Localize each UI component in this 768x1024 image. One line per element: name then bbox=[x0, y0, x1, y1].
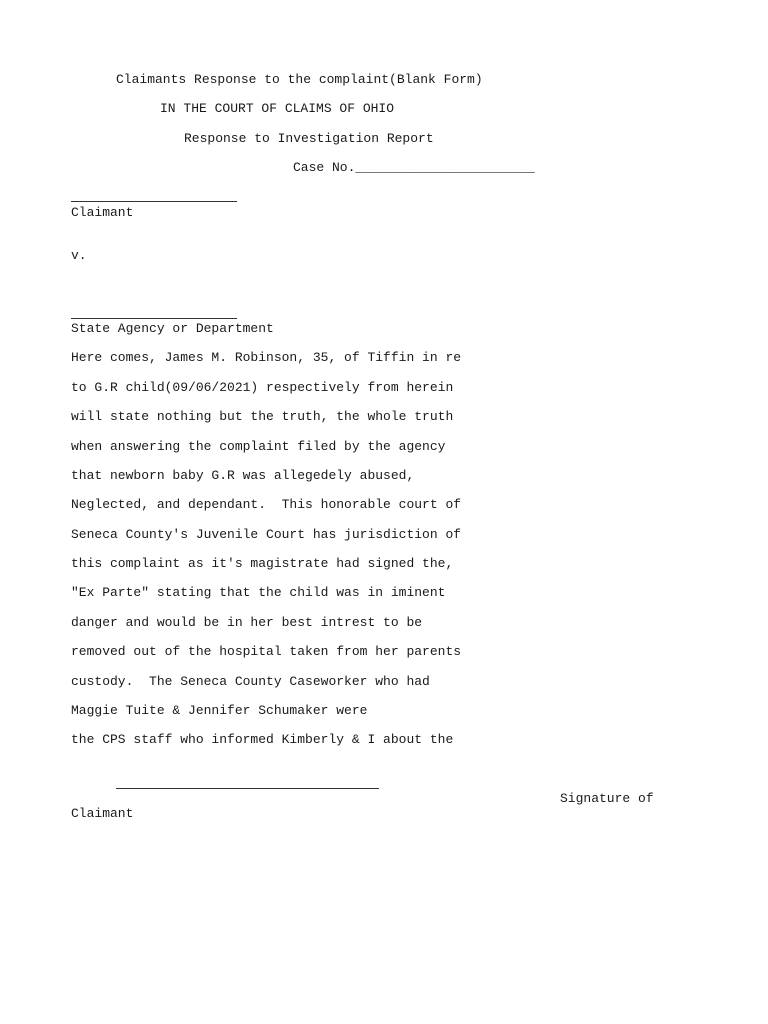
claimant-label: Claimant bbox=[71, 205, 134, 220]
signature-label-continued: Claimant bbox=[71, 806, 134, 821]
body-line: custody. The Seneca County Caseworker who had bbox=[71, 674, 430, 689]
body-line: to G.R child(09/06/2021) respectively from herein bbox=[71, 380, 454, 395]
body-line: will state nothing but the truth, the whole truth bbox=[71, 409, 454, 424]
body-line: removed out of the hospital taken from her parents bbox=[71, 644, 462, 659]
body-line: when answering the complaint filed by the agency bbox=[71, 439, 446, 454]
body-line: Maggie Tuite & Jennifer Schumaker were bbox=[71, 703, 368, 718]
form-title: Claimants Response to the complaint(Blank Form) bbox=[116, 72, 483, 87]
case-number-blank: _______________________ bbox=[355, 160, 535, 175]
claimant-signature-line bbox=[71, 201, 237, 202]
body-line: "Ex Parte" stating that the child was in iminent bbox=[71, 585, 446, 600]
agency-label: State Agency or Department bbox=[71, 321, 274, 336]
body-line: danger and would be in her best intrest to be bbox=[71, 615, 423, 630]
case-number-field[interactable] bbox=[293, 160, 535, 175]
body-line: Seneca County's Juvenile Court has jurisdiction of bbox=[71, 527, 462, 542]
court-name: IN THE COURT OF CLAIMS OF OHIO bbox=[160, 101, 395, 116]
signature-line bbox=[116, 788, 379, 789]
versus-label: v. bbox=[71, 248, 87, 263]
body-line: that newborn baby G.R was allegedely abused, bbox=[71, 468, 415, 483]
body-line: Neglected, and dependant. This honorable court of bbox=[71, 497, 462, 512]
body-line: Here comes, James M. Robinson, 35, of Tiffin in re bbox=[71, 350, 462, 365]
report-title: Response to Investigation Report bbox=[184, 131, 434, 146]
body-line: this complaint as it's magistrate had signed the, bbox=[71, 556, 454, 571]
signature-label: Signature of bbox=[560, 791, 654, 806]
case-number-label: Case No. bbox=[293, 160, 356, 175]
body-line: the CPS staff who informed Kimberly & I about the bbox=[71, 732, 454, 747]
agency-name-line bbox=[71, 318, 237, 319]
